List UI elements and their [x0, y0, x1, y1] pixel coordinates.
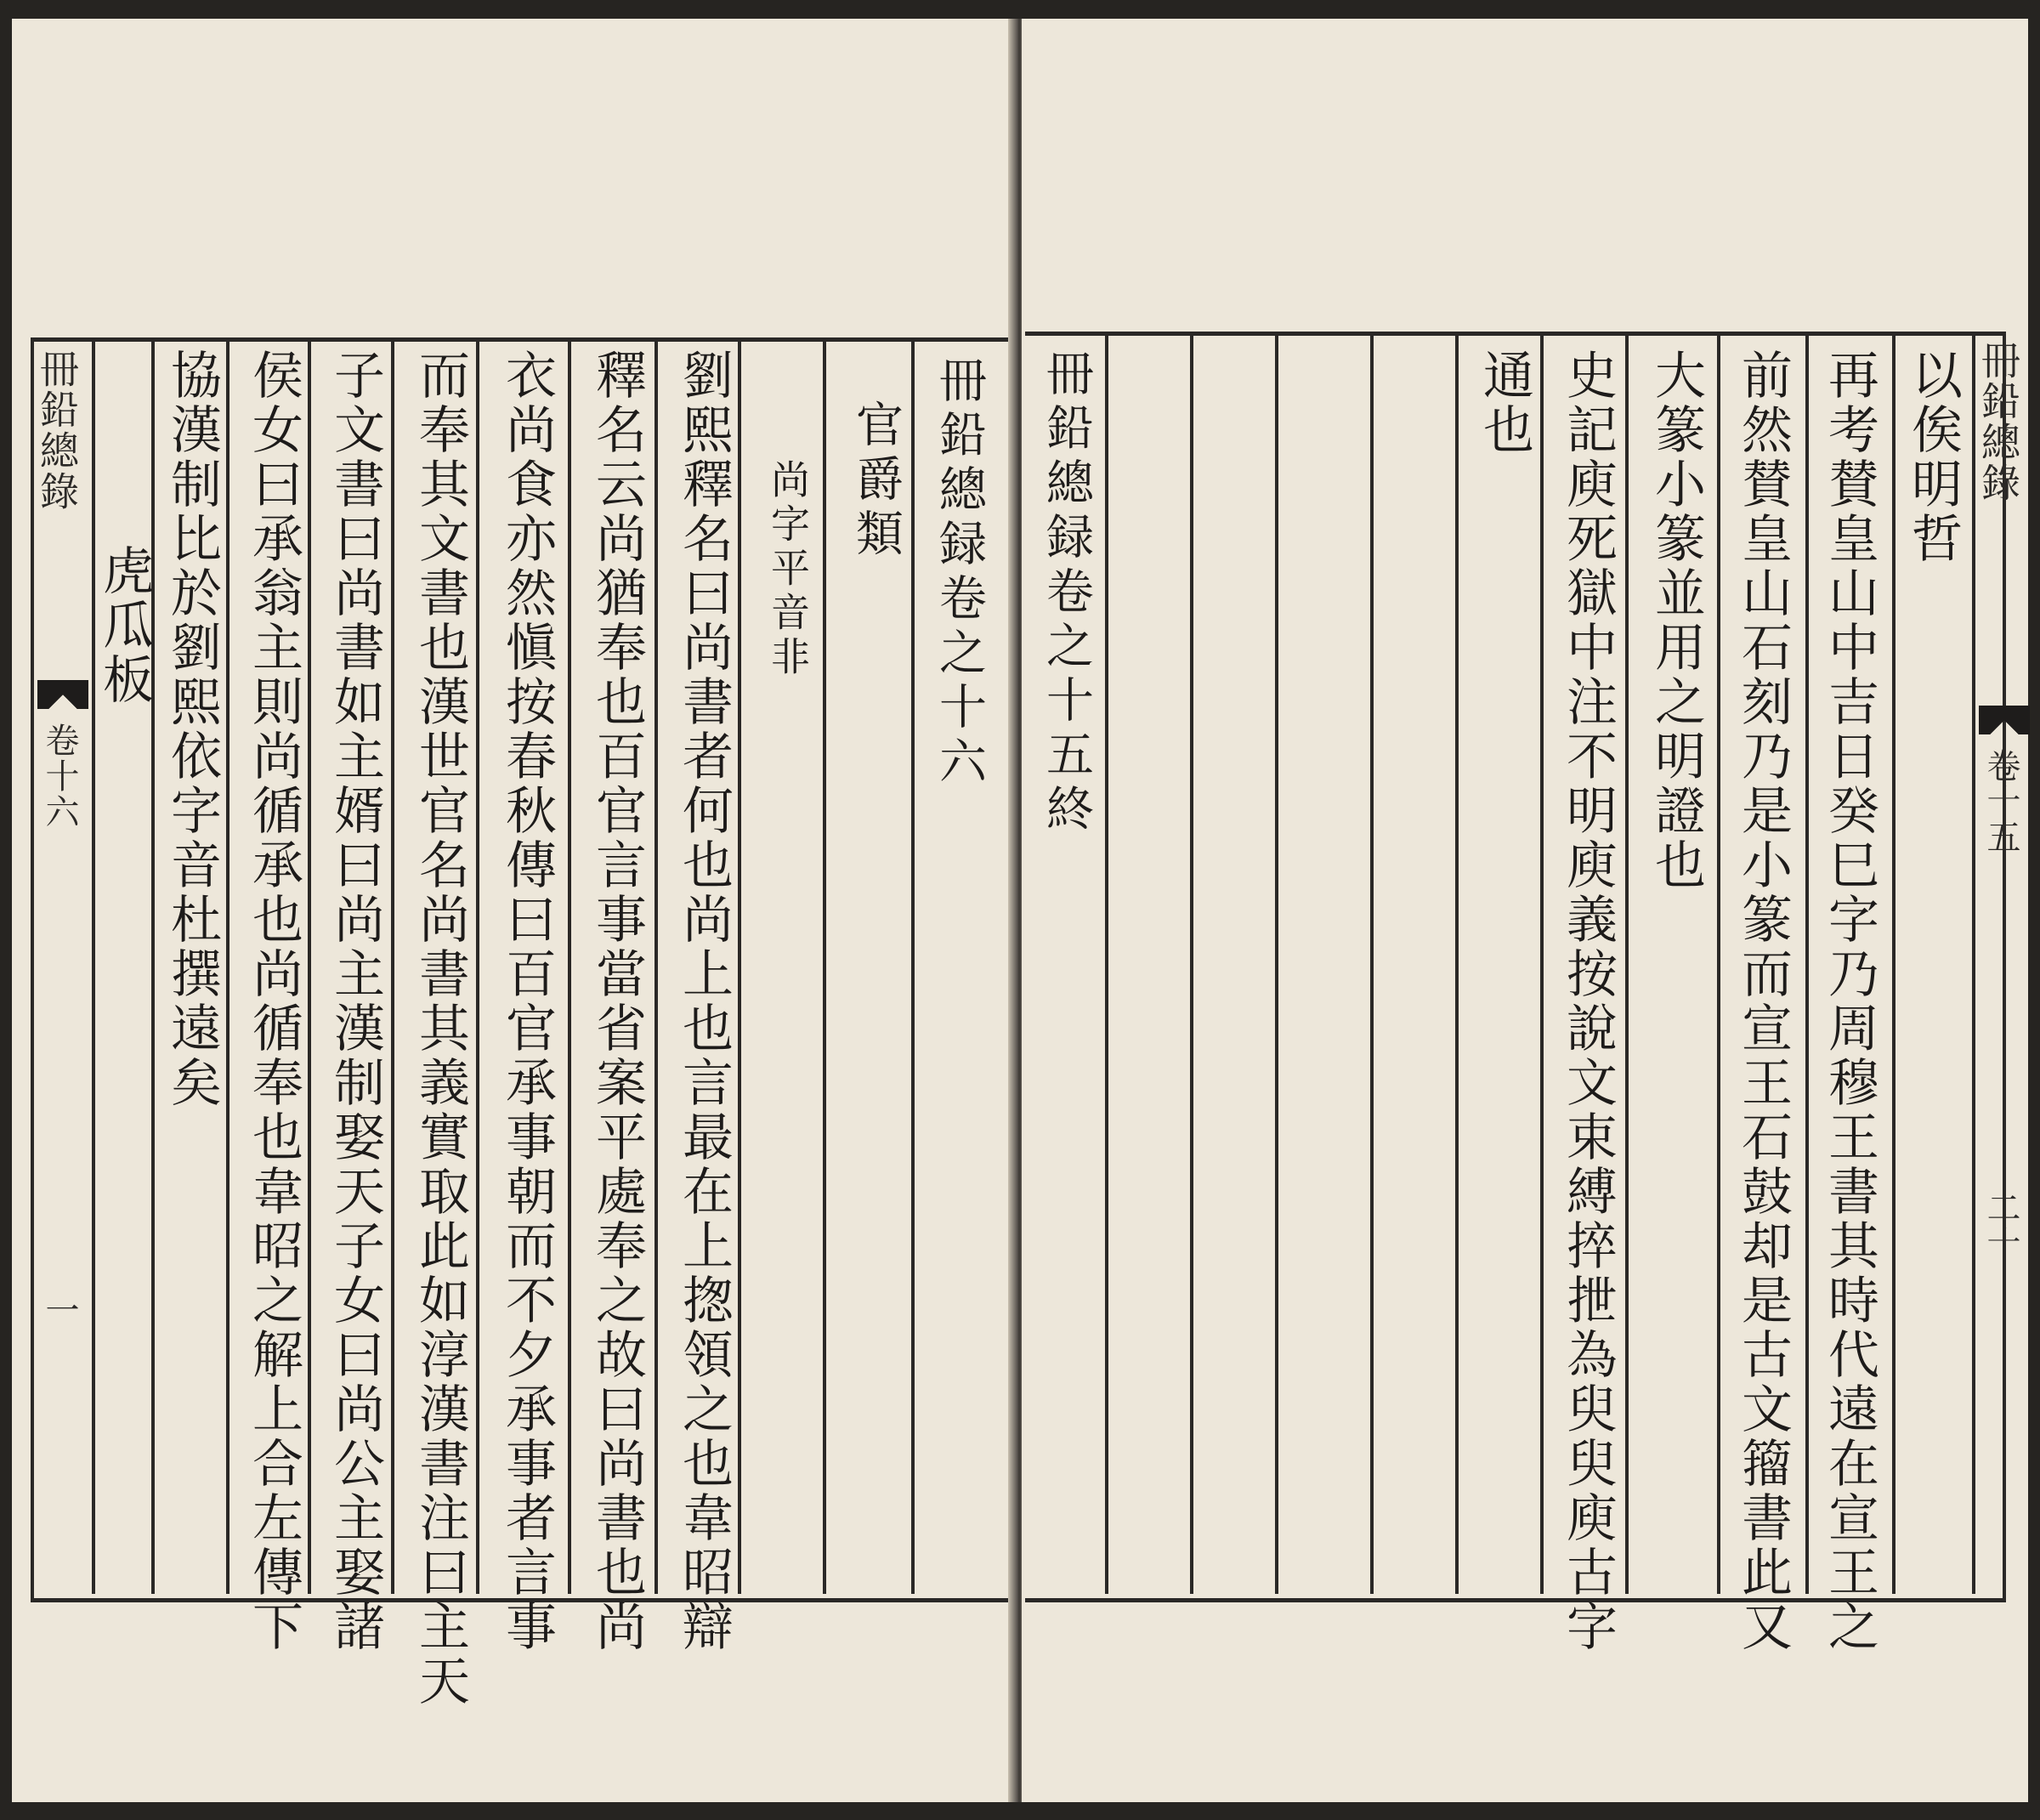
column-rule — [476, 342, 479, 1594]
column-rule — [568, 342, 571, 1594]
column-rule — [1370, 336, 1374, 1594]
text-column: 史記庾死獄中注不明庾義按說文束縛捽抴為臾臾庾古字 — [1558, 349, 1618, 1654]
column-rule — [391, 342, 394, 1594]
text-column: 侯女曰承翁主則尚循承也尚循奉也韋昭之解上合左傳下 — [244, 349, 303, 1654]
column-rule — [654, 342, 658, 1594]
text-column: 通也 — [1475, 349, 1534, 457]
column-rule — [92, 342, 95, 1594]
column-rule — [1275, 336, 1278, 1594]
volume-heading: 冊鉛總録卷之十六 — [932, 355, 987, 791]
left-spine-title: 冊鉛總錄 — [34, 349, 80, 512]
volume-end-heading: 冊鉛總録卷之十五終 — [1039, 349, 1094, 838]
text-column: 協漢制比於劉熙依字音杜撰遠矣 — [162, 349, 222, 1110]
column-rule — [1190, 336, 1193, 1594]
right-spine-title: 冊鉛總錄 — [1975, 340, 2021, 503]
text-column: 大篆小篆並用之明證也 — [1646, 349, 1706, 893]
left-spine-folio: 一 — [40, 1292, 79, 1328]
left-spine-volume: 卷十六 — [40, 723, 79, 830]
text-column: 釋名云尚猶奉也百官言事當省案平處奉之故曰尚書也尚 — [587, 349, 647, 1654]
column-rule — [738, 342, 741, 1594]
column-rule — [1892, 336, 1896, 1594]
column-rule — [1805, 336, 1809, 1594]
category-heading: 官爵類 — [848, 400, 904, 563]
text-column: 再考賛皇山中吉日癸巳字乃周穆王書其時代遠在宣王之 — [1820, 349, 1879, 1654]
column-rule — [226, 342, 230, 1594]
fish-tail-mark — [1979, 706, 2030, 734]
text-column: 前然賛皇山石刻乃是小篆而宣王石鼓却是古文籀書此又 — [1733, 349, 1793, 1654]
text-column: 而奉其文書也漢世官名尚書其義實取此如淳漢書注曰主天 — [411, 349, 470, 1709]
text-column: 劉熙釋名曰尚書者何也尚上也言最在上揔領之也韋昭辯 — [674, 349, 734, 1654]
column-rule — [1625, 336, 1629, 1594]
text-column: 以俟明哲 — [1903, 349, 1963, 566]
entry-title-note: 尚字平音非 — [765, 459, 811, 680]
entry-heading: 虎瓜板 — [94, 544, 154, 707]
right-spine-volume: 卷十五 — [1981, 748, 2020, 855]
text-column: 衣尚食亦然愼按春秋傳曰百官承事朝而不夕承事者言事 — [497, 349, 557, 1654]
column-rule — [308, 342, 311, 1594]
column-rule — [1717, 336, 1720, 1594]
text-column: 子文書曰尚書如主婿曰尚主漢制娶天子女曰尚公主娶諸 — [326, 349, 385, 1654]
fish-tail-mark — [37, 680, 88, 709]
column-rule — [1972, 336, 1975, 1594]
column-rule — [911, 342, 915, 1594]
column-rule — [1540, 336, 1544, 1594]
column-rule — [1455, 336, 1459, 1594]
column-rule — [1105, 336, 1108, 1594]
column-rule — [151, 342, 155, 1594]
right-spine-folio: 二十 — [1981, 1190, 2020, 1262]
column-rule — [823, 342, 826, 1594]
